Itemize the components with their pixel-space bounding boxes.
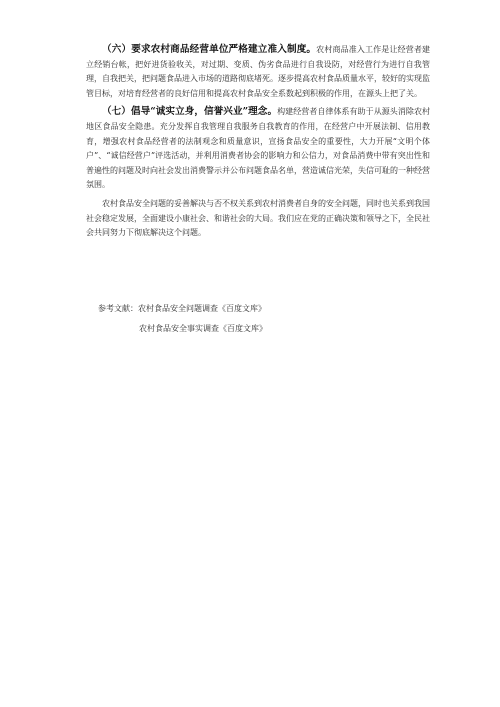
section-six-text: 农村商品准入工作是让经营者建立经销台帐，把好进货验收关，对过期、变质、伪劣食品进行自我设防，对经营行为进行自我管理，自我把关，把问题食品进入市场的道路彻底堵死。逐步提高农村食品质量水平，较好的实现监管目标，对培育经营者的良好信用和提高农村食品安全系数起到积极的作用，在源头上把了关。 [86, 45, 431, 98]
references-label: 参考文献： [98, 304, 138, 313]
reference-text: 农村食品安全事实调查《百度文库》 [139, 324, 267, 333]
section-seven-heading: （七）倡导“诚实立身，信誉兴业”理念。 [102, 106, 278, 118]
section-seven-paragraph [86, 105, 430, 193]
document-body [86, 43, 430, 245]
section-six-heading: （六）要求农村商品经营单位严格建立准入制度。 [102, 44, 317, 55]
reference-item [98, 299, 418, 319]
reference-item [98, 319, 418, 339]
conclusion-paragraph [86, 197, 430, 241]
reference-text: 农村食品安全问题调查《百度文库》 [138, 304, 266, 313]
section-seven-text: 构建经营者自律体系有助于从源头消除农村地区食品安全隐患。充分发挥自我管理自我服务自我教育的作用，在经营户中开展法制、信用教育，增强农村食品经营者的法制观念和质量意识，宣扬食品安全的重要性，大力开展“文明个体户”、“诚信经营户”评选活动，并利用消费者协会的影响力和公信力，对食品消费中带有突出性和普遍性的问题及时向社会发出消费警示并公布问题食品名单，营造诚信光荣，失信可耻的一种经营氛围。 [86, 107, 430, 190]
references-block [98, 299, 418, 339]
conclusion-text: 农村食品安全问题的妥善解决与否不权关系到农村消费者自身的安全问题，同时也关系到我国社会稳定发展，全面建设小康社会、和谐社会的大局。我们应在党的正确决策和领导之下，全民社会共同努力下彻底解决这个问题。 [86, 198, 430, 238]
section-six-paragraph [86, 43, 430, 101]
